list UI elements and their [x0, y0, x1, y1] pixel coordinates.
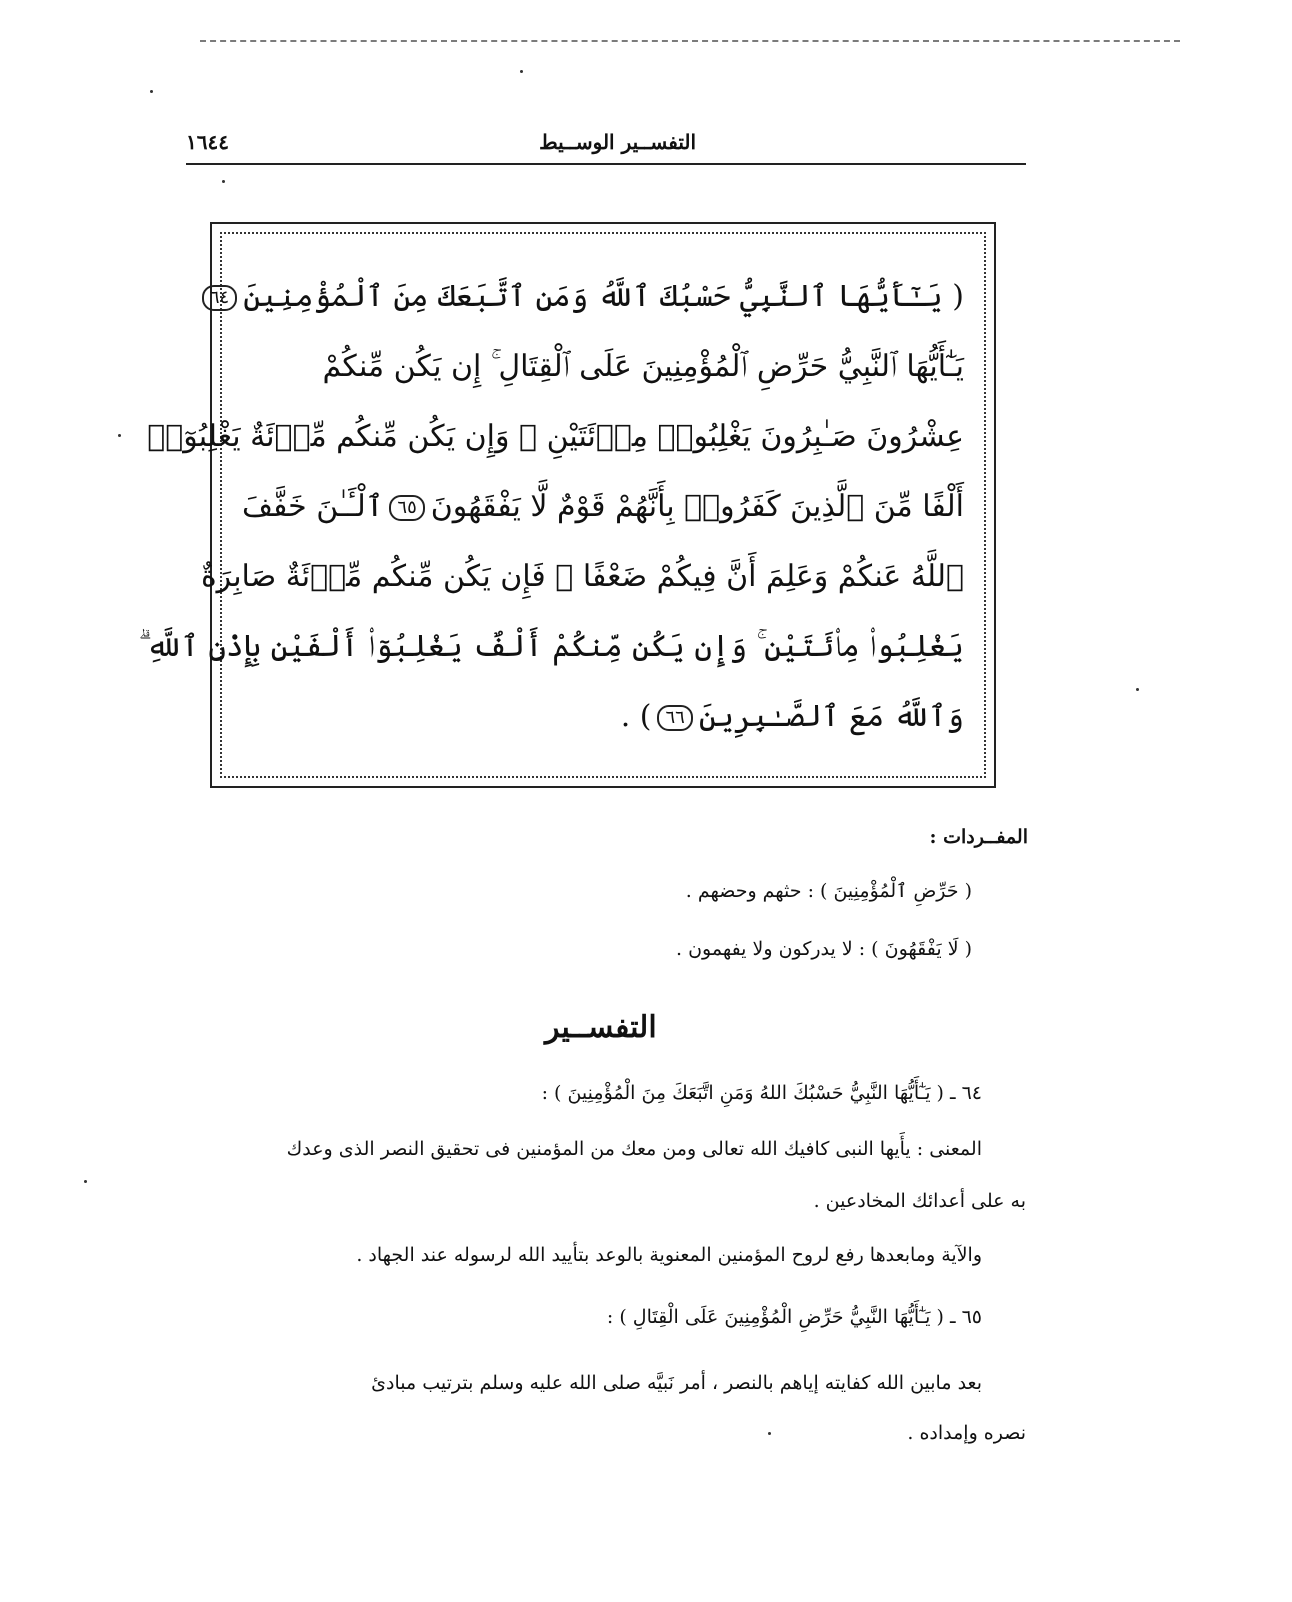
scan-speck [118, 434, 121, 437]
scan-speck [150, 90, 153, 93]
verse-line: يَغْلِبُوا۟ مِا۟ئَتَيْنِ ۚ وَإِن يَكُن مِّنكُمْ أَلْفٌ يَغْلِبُوٓا۟ أَلْفَيْنِ بِإِذْنِ ٱللَّهِ ۗ [138, 629, 964, 664]
scan-speck [222, 180, 225, 183]
scan-edge-line [200, 40, 1180, 42]
vocabulary-item: ( حَرِّضِ ٱلْمُؤْمِنِينَ ) : حثهم وحضهم . [685, 880, 972, 902]
verse-line: ( يَـٰٓأَيُّهَا ٱلنَّبِيُّ حَسْبُكَ ٱللَّهُ وَمَنِ ٱتَّبَعَكَ مِنَ ٱلْمُؤْمِنِينَ٦٤ [242, 262, 964, 332]
tafsir-paragraph: بعد مابين الله كفايته إياهم بالنصر ، أمر نَبيَّه صلى الله عليه وسلم بترتيب مبادئ [371, 1372, 982, 1394]
page-number: ١٦٤٤ [186, 130, 229, 154]
tafsir-paragraph: نصره وإمداده . [907, 1422, 1026, 1444]
scan-speck [1136, 688, 1139, 691]
ayah-number-marker: ٦٥ [389, 495, 424, 521]
scan-speck [768, 1432, 771, 1435]
header-rule [186, 163, 1026, 165]
vocabulary-item: ( لَا يَفْقَهُونَ ) : لا يدركون ولا يفهمون . [675, 938, 972, 960]
verse-line: يَـٰٓأَيُّهَا ٱلنَّبِيُّ حَرِّضِ ٱلْمُؤْمِنِينَ عَلَى ٱلْقِتَالِ ۚ إِن يَكُن مِّنكُمْ [322, 349, 964, 384]
quran-verse-text [138, 262, 964, 752]
vocabulary-heading: المفــردات : [929, 826, 1028, 848]
running-title: التفســير الوســيط [539, 130, 696, 154]
tafsir-paragraph: المعنى : يأَيها النبى كافيك الله تعالى ومن معك من المؤمنين فى تحقيق النصر الذى وعدك [286, 1138, 982, 1160]
tafsir-heading: التفســير [545, 1010, 657, 1045]
tafsir-paragraph: به على أعدائك المخادعين . [813, 1190, 1026, 1212]
verse-line: عِشْرُونَ صَـٰبِرُونَ يَغْلِبُوا۟ مِا۟ئَتَيْنِ ۚ وَإِن يَكُن مِّنكُم مِّا۟ئَةٌ يَغْلِبُوٓا۟ [147, 419, 964, 454]
ayah-number-marker: ٦٦ [657, 705, 692, 731]
quran-verse-frame [138, 222, 996, 788]
tafsir-paragraph: والآية ومابعدها رفع لروح المؤمنين المعنوية بالوعد بتأييد الله لرسوله عند الجهاد . [356, 1244, 982, 1266]
verse-line: ٱللَّهُ عَنكُمْ وَعَلِمَ أَنَّ فِيكُمْ ضَعْفًا ۚ فَإِن يَكُن مِّنكُم مِّا۟ئَةٌ صَابِرَةٌ [200, 559, 964, 594]
ayah-number-marker: ٦٤ [202, 285, 237, 311]
verse-line: وَٱللَّهُ مَعَ ٱلصَّـٰبِرِينَ٦٦) . [620, 699, 964, 734]
verse-line: أَلْفًا مِّنَ ٱلَّذِينَ كَفَرُوا۟ بِأَنَّهُمْ قَوْمٌ لَّا يَفْقَهُونَ٦٥ٱلْـَٔـٰنَ خَفَّفَ [241, 489, 964, 524]
tafsir-paragraph: ٦٤ ـ ( يَـٰٓأَيُّهَا النَّبِيُّ حَسْبُكَ اللهُ وَمَنِ اتَّبَعَكَ مِنَ الْمُؤْمِنِينَ ) : [541, 1082, 982, 1104]
tafsir-paragraph: ٦٥ ـ ( يَـٰٓأَيُّهَا النَّبِيُّ حَرِّضِ الْمُؤْمِنِينَ عَلَى الْقِتَالِ ) : [606, 1306, 982, 1328]
scan-speck [520, 70, 523, 73]
scan-speck [84, 1180, 87, 1183]
page-header [186, 120, 1026, 164]
